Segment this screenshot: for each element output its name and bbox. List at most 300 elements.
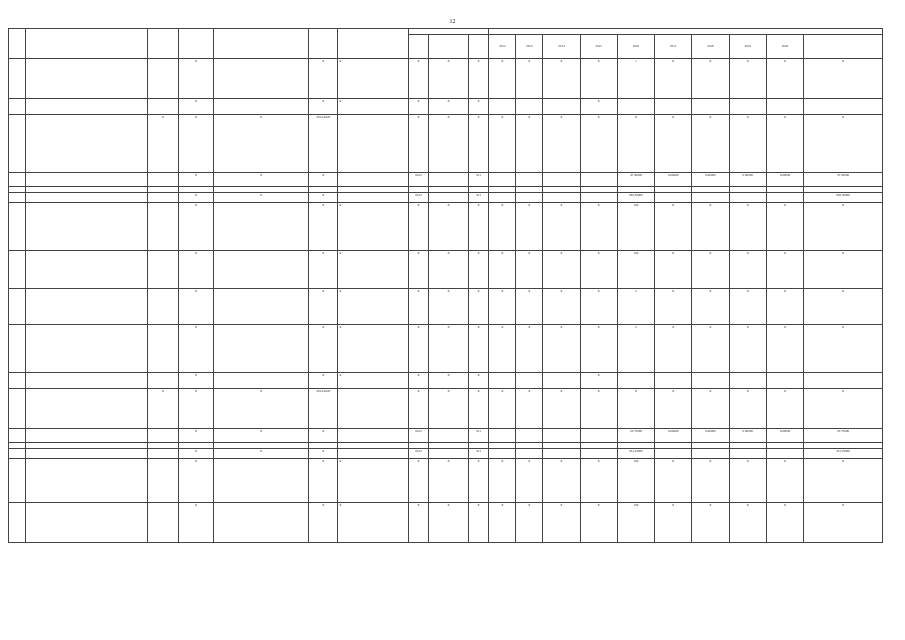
row-name [25, 99, 147, 115]
row-coefficient: X [178, 429, 213, 443]
row-value: 23,75000 [804, 429, 883, 443]
row-code-target [429, 449, 468, 459]
row-coefficient: X [178, 59, 213, 99]
row-name [25, 325, 147, 373]
row-value [543, 449, 580, 459]
row-value: 0,00000 [729, 429, 766, 443]
row-code-admin: X [408, 203, 429, 251]
row-number [9, 59, 26, 99]
row-code-type: X [468, 325, 489, 373]
table-row [9, 99, 883, 115]
row-name [25, 289, 147, 325]
row-term: X [309, 289, 338, 325]
row-value [543, 173, 580, 187]
row-value: X [516, 459, 543, 503]
row-coefficient: X [178, 251, 213, 289]
col-header-code-target [429, 35, 468, 59]
col-header-unit [147, 29, 178, 59]
row-unit: X [147, 389, 178, 429]
row-value: X [489, 325, 516, 373]
row-value: X [580, 115, 617, 173]
row-unit [147, 373, 178, 389]
row-name [25, 115, 147, 173]
col-header-year: 2012 [489, 35, 516, 59]
row-name [25, 173, 147, 187]
row-value [729, 193, 766, 203]
row-value [580, 429, 617, 443]
row-code-target: X [429, 251, 468, 289]
row-code-type: X [468, 59, 489, 99]
row-responsible: X [338, 373, 408, 389]
row-responsible: X [338, 503, 408, 543]
row-term: X [309, 429, 338, 443]
table-row [9, 429, 883, 443]
row-value: X [804, 459, 883, 503]
row-value: X [729, 459, 766, 503]
row-unit [147, 449, 178, 459]
row-value: X [489, 115, 516, 173]
row-responsible: X [338, 459, 408, 503]
row-value [766, 99, 803, 115]
row-value: X [516, 325, 543, 373]
row-value: X [729, 115, 766, 173]
row-value: 100 [617, 203, 654, 251]
row-value: X [516, 503, 543, 543]
row-value: X [516, 59, 543, 99]
row-responsible [338, 449, 408, 459]
table-row [9, 449, 883, 459]
row-number [9, 193, 26, 203]
row-coefficient: X [178, 503, 213, 543]
row-name [25, 193, 147, 203]
row-number [9, 99, 26, 115]
row-method: X [214, 193, 309, 203]
row-responsible: X [338, 289, 408, 325]
row-term: X [309, 503, 338, 543]
row-code-target: X [429, 373, 468, 389]
row-value: X [692, 325, 729, 373]
row-method: X [214, 429, 309, 443]
row-value: X [580, 503, 617, 543]
row-value [729, 99, 766, 115]
row-value [543, 99, 580, 115]
row-value [655, 193, 692, 203]
row-method [214, 203, 309, 251]
row-code-target: X [429, 115, 468, 173]
row-number [9, 203, 26, 251]
row-code-admin: X [408, 503, 429, 543]
row-number [9, 173, 26, 187]
row-name [25, 251, 147, 289]
col-header-year: 2017 [655, 35, 692, 59]
row-value [516, 373, 543, 389]
col-header-responsible [338, 29, 408, 59]
row-code-type: X [468, 373, 489, 389]
row-term: X [309, 251, 338, 289]
row-value: 902,50000 [617, 193, 654, 203]
row-term: X [309, 193, 338, 203]
row-code-type: X [468, 203, 489, 251]
row-responsible [338, 193, 408, 203]
row-value: X [804, 503, 883, 543]
row-value: X [655, 389, 692, 429]
row-unit [147, 429, 178, 443]
table-row [9, 459, 883, 503]
row-responsible [338, 173, 408, 187]
row-value: X [766, 325, 803, 373]
row-value: X [655, 115, 692, 173]
row-code-type: X [468, 251, 489, 289]
row-method: X [214, 389, 309, 429]
row-value: X [489, 203, 516, 251]
row-value: X [543, 115, 580, 173]
row-value: X [580, 459, 617, 503]
row-value: X [766, 59, 803, 99]
row-value: X [516, 115, 543, 173]
table-row [9, 389, 883, 429]
row-name [25, 429, 147, 443]
table-row [9, 203, 883, 251]
row-value: X [729, 289, 766, 325]
row-value [692, 449, 729, 459]
row-term: X [309, 459, 338, 503]
row-name [25, 373, 147, 389]
row-value [516, 449, 543, 459]
row-value: X [729, 325, 766, 373]
row-method [214, 99, 309, 115]
row-code-type: 521 [468, 449, 489, 459]
row-value [516, 193, 543, 203]
indicators-table [8, 28, 883, 543]
row-value: X [804, 289, 883, 325]
row-value: X [516, 289, 543, 325]
row-name [25, 389, 147, 429]
page-number: 12 [449, 19, 456, 25]
row-method: X [214, 173, 309, 187]
row-value [766, 449, 803, 459]
row-coefficient: X [178, 193, 213, 203]
row-method [214, 325, 309, 373]
row-value: 23,75000 [617, 429, 654, 443]
row-code-type: X [468, 459, 489, 503]
row-value: 100 [617, 251, 654, 289]
row-value: X [655, 459, 692, 503]
row-code-target: X [429, 325, 468, 373]
row-value: X [580, 251, 617, 289]
row-value: 902,50000 [804, 193, 883, 203]
row-value [617, 99, 654, 115]
row-value: 0,00000 [729, 173, 766, 187]
table-row [9, 115, 883, 173]
col-header-year: 2013 [516, 35, 543, 59]
row-value [655, 99, 692, 115]
row-unit [147, 59, 178, 99]
row-value: X [655, 325, 692, 373]
row-method [214, 289, 309, 325]
row-code-target: X [429, 459, 468, 503]
row-responsible [338, 115, 408, 173]
row-value [580, 449, 617, 459]
col-header-code-admin [408, 35, 429, 59]
row-value: X [692, 459, 729, 503]
col-header-term [309, 29, 338, 59]
col-header-year [804, 35, 883, 59]
row-value: X [543, 251, 580, 289]
row-coefficient: X [178, 325, 213, 373]
row-value [655, 373, 692, 389]
table-row [9, 325, 883, 373]
row-value: X [766, 203, 803, 251]
row-value: X [543, 325, 580, 373]
row-number [9, 389, 26, 429]
row-number [9, 325, 26, 373]
row-value: X [766, 503, 803, 543]
row-method [214, 251, 309, 289]
row-term: X [309, 325, 338, 373]
row-value [692, 99, 729, 115]
row-number [9, 373, 26, 389]
row-value: X [516, 251, 543, 289]
row-number [9, 251, 26, 289]
row-unit [147, 503, 178, 543]
row-code-type: X [468, 99, 489, 115]
row-value [543, 193, 580, 203]
row-value: X [543, 503, 580, 543]
row-responsible [338, 429, 408, 443]
row-code-target: X [429, 389, 468, 429]
row-value [580, 173, 617, 187]
row-code-admin: 0412 [408, 449, 429, 459]
row-value: 2 [617, 289, 654, 325]
row-unit [147, 193, 178, 203]
row-value: X [692, 251, 729, 289]
row-value [692, 193, 729, 203]
row-method: X [214, 115, 309, 173]
row-value [489, 373, 516, 389]
row-coefficient: X [178, 449, 213, 459]
row-number [9, 115, 26, 173]
row-term: X [309, 59, 338, 99]
row-value: X [766, 289, 803, 325]
row-value: X [543, 389, 580, 429]
col-header-code-type [468, 35, 489, 59]
row-value: X [617, 115, 654, 173]
row-value: X [655, 59, 692, 99]
row-method [214, 59, 309, 99]
row-unit: X [147, 115, 178, 173]
row-coefficient: X [178, 173, 213, 187]
row-value: 47,50000 [804, 173, 883, 187]
row-value: X [692, 115, 729, 173]
col-header-year: 2015 [580, 35, 617, 59]
row-value [516, 99, 543, 115]
row-unit [147, 251, 178, 289]
table-row [9, 59, 883, 99]
row-code-admin: 0412 [408, 173, 429, 187]
row-coefficient: X [178, 289, 213, 325]
row-code-admin: X [408, 99, 429, 115]
row-value: 1 [617, 59, 654, 99]
row-number [9, 503, 26, 543]
row-value [516, 173, 543, 187]
row-name [25, 449, 147, 459]
row-name [25, 59, 147, 99]
row-value [692, 373, 729, 389]
row-unit [147, 289, 178, 325]
row-value: X [543, 289, 580, 325]
row-value: X [655, 203, 692, 251]
row-value: 0,00000 [692, 173, 729, 187]
row-value [489, 99, 516, 115]
col-header-number [9, 29, 26, 59]
row-method [214, 373, 309, 389]
row-value: X [580, 325, 617, 373]
row-value [729, 449, 766, 459]
row-value: 451,25000 [804, 449, 883, 459]
row-value: 100 [617, 503, 654, 543]
row-value: X [580, 99, 617, 115]
table-row [9, 173, 883, 187]
row-coefficient: X [178, 459, 213, 503]
row-method: X [214, 449, 309, 459]
col-header-name [25, 29, 147, 59]
col-header-coefficient [178, 29, 213, 59]
row-value: X [489, 459, 516, 503]
row-code-type: X [468, 503, 489, 543]
row-value: X [516, 389, 543, 429]
row-code-target: X [429, 59, 468, 99]
row-value: X [489, 289, 516, 325]
row-code-target: X [429, 203, 468, 251]
row-value: 0,00000 [766, 173, 803, 187]
row-number [9, 429, 26, 443]
row-value: X [766, 251, 803, 289]
row-responsible: X [338, 59, 408, 99]
row-method [214, 459, 309, 503]
row-method [214, 503, 309, 543]
row-value: X [766, 459, 803, 503]
row-code-target [429, 429, 468, 443]
row-value: 0,00000 [655, 173, 692, 187]
row-unit [147, 173, 178, 187]
row-value: 47,50000 [617, 173, 654, 187]
row-value: X [489, 251, 516, 289]
row-code-admin: X [408, 289, 429, 325]
row-value: X [655, 251, 692, 289]
row-value: X [692, 203, 729, 251]
col-header-year: 2016 [617, 35, 654, 59]
row-term: 2014-2020 [309, 389, 338, 429]
row-coefficient: X [178, 115, 213, 173]
row-code-type: 521 [468, 429, 489, 443]
row-value: X [655, 289, 692, 325]
row-value: 0,00000 [655, 429, 692, 443]
row-code-admin: X [408, 115, 429, 173]
col-header-year: 2018 [692, 35, 729, 59]
row-code-admin: X [408, 389, 429, 429]
row-value [766, 193, 803, 203]
table-row [9, 289, 883, 325]
row-value: 0,00000 [692, 429, 729, 443]
row-code-target [429, 193, 468, 203]
row-value: X [580, 389, 617, 429]
row-value: X [655, 503, 692, 543]
row-value [766, 373, 803, 389]
row-unit [147, 203, 178, 251]
row-value: X [516, 203, 543, 251]
table-row [9, 193, 883, 203]
row-value: X [543, 459, 580, 503]
row-value: 2 [617, 325, 654, 373]
row-value: X [804, 59, 883, 99]
table-row [9, 373, 883, 389]
row-value [655, 449, 692, 459]
row-code-admin: X [408, 59, 429, 99]
row-coefficient: X [178, 99, 213, 115]
row-value: X [804, 389, 883, 429]
row-value: X [804, 251, 883, 289]
col-header-year: 2020 [766, 35, 803, 59]
row-value: X [729, 59, 766, 99]
row-value: X [729, 503, 766, 543]
row-coefficient: X [178, 373, 213, 389]
row-value: X [489, 59, 516, 99]
row-value [489, 173, 516, 187]
row-value: X [617, 389, 654, 429]
row-code-admin: X [408, 251, 429, 289]
row-value: 100 [617, 459, 654, 503]
row-code-type: X [468, 115, 489, 173]
row-value: X [489, 503, 516, 543]
row-code-type: 521 [468, 193, 489, 203]
row-value [489, 429, 516, 443]
row-code-target: X [429, 503, 468, 543]
row-value: 451,25000 [617, 449, 654, 459]
row-value: X [804, 203, 883, 251]
table-row [9, 251, 883, 289]
row-code-admin: 0412 [408, 193, 429, 203]
row-value [489, 193, 516, 203]
row-responsible: X [338, 203, 408, 251]
row-code-admin: X [408, 373, 429, 389]
row-code-target: X [429, 99, 468, 115]
row-value: X [580, 289, 617, 325]
row-coefficient: X [178, 389, 213, 429]
row-value [516, 429, 543, 443]
row-term: X [309, 99, 338, 115]
row-code-type: 521 [468, 173, 489, 187]
row-value [543, 373, 580, 389]
row-code-admin: X [408, 459, 429, 503]
row-value: X [580, 373, 617, 389]
row-value: X [692, 289, 729, 325]
row-unit [147, 325, 178, 373]
row-responsible: X [338, 325, 408, 373]
row-term: X [309, 173, 338, 187]
row-number [9, 289, 26, 325]
row-value [489, 449, 516, 459]
row-number [9, 449, 26, 459]
row-value [543, 429, 580, 443]
row-term: 2014-2020 [309, 115, 338, 173]
row-value: X [804, 115, 883, 173]
row-value [804, 99, 883, 115]
row-value [617, 373, 654, 389]
row-code-admin: 0412 [408, 429, 429, 443]
row-value [580, 193, 617, 203]
row-unit [147, 99, 178, 115]
col-header-method [214, 29, 309, 59]
